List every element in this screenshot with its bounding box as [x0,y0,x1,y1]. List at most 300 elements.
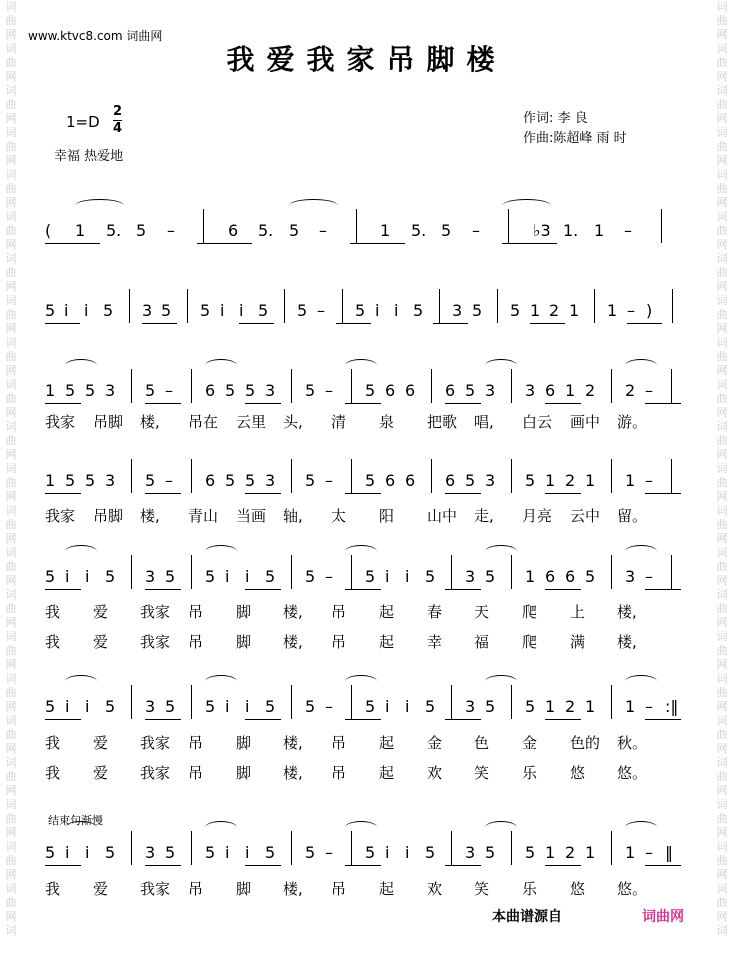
lyric-line [45,732,695,752]
note: 6 [205,381,216,400]
bar-line [611,555,612,589]
watermark-char: 曲 [5,434,17,447]
lyric-word: 天 [474,603,490,621]
time-signature [113,104,122,137]
lyric-word: 吊 [188,764,204,782]
note: 2 [565,843,576,862]
bar-line [351,459,352,493]
note: i [394,301,399,320]
note: 5 [258,301,269,320]
lyric-word: 吊 [331,880,347,898]
notation-row [45,301,695,333]
site-url[interactable]: www.ktvc8.com 词曲网 [28,29,163,43]
bar-line [187,289,188,323]
lyric-word: 楼, [283,764,303,782]
watermark-char: 网 [716,532,728,545]
bar-line [431,459,432,493]
watermark-char: 词 [716,714,728,727]
lyric-word: 悠。 [617,764,648,782]
watermark-char: 曲 [5,854,17,867]
watermark-char: 词 [5,336,17,349]
watermark-char: 网 [5,826,17,839]
lyric-line [45,411,695,431]
note: 5 [205,567,216,586]
lyric-word: 爬 [522,633,538,651]
beam-underline [445,589,481,590]
note: 5 [265,567,276,586]
lyric-word: 阳 [379,507,395,525]
lyric-word: 爬 [522,603,538,621]
beam-underline [239,323,274,324]
note: 5. [106,221,122,240]
note: 5 [425,567,436,586]
lyric-word: 起 [379,633,395,651]
bar-line [511,555,512,589]
note: 1 [625,843,636,862]
lyric-word: 吊 [188,603,204,621]
note: 5 [45,567,56,586]
watermark-char: 词 [716,336,728,349]
lyric-word: 我家 [140,734,171,752]
watermark-char: 曲 [5,896,17,909]
note: 3 [142,301,153,320]
source-footer: 本曲谱源自 [492,909,562,925]
note: 6 [545,381,556,400]
watermark-char: 曲 [5,644,17,657]
watermark-char: 曲 [5,98,17,111]
bar-line [291,831,292,865]
note: 5 [45,301,56,320]
beam-underline [142,323,177,324]
lyric-word: 我家 [140,603,171,621]
note: 6 [385,471,396,490]
note: 5 [265,697,276,716]
watermark-char: 网 [716,112,728,125]
watermark-char: 词 [5,252,17,265]
watermark-char: 词 [716,0,728,13]
watermark-char: 网 [716,448,728,461]
watermark-char: 网 [716,406,728,419]
bar-line [131,369,132,403]
lyric-word: 楼, [283,603,303,621]
notation-row [45,381,695,413]
lyric-word: 起 [379,734,395,752]
slur-arc [485,545,517,558]
note: i [405,567,410,586]
note: 5 [525,843,536,862]
watermark-char: 词 [5,546,17,559]
watermark-char: 曲 [5,14,17,27]
lyric-word: 我家 [45,413,76,431]
watermark-char: 曲 [5,560,17,573]
slur-arc [65,359,97,372]
note: ♭3 [533,221,551,240]
note: 3 [452,301,463,320]
note: 5 [200,301,211,320]
watermark-char: 词 [716,42,728,55]
beam-underline [336,323,371,324]
note: 5 [45,843,56,862]
watermark-char: 曲 [716,518,728,531]
watermark-char: 曲 [5,266,17,279]
slur-arc [205,359,237,372]
note: i [405,697,410,716]
note: 5 [585,567,596,586]
note: 5 [289,221,300,240]
bar-line [342,289,343,323]
watermark-char: 网 [716,154,728,167]
watermark-char: 词 [5,630,17,643]
note: 3 [145,697,156,716]
note: 1. [563,221,579,240]
note: 1 [545,843,556,862]
watermark-char: 网 [716,238,728,251]
watermark-char: 网 [5,70,17,83]
beam-underline [345,589,381,590]
note: 1 [545,471,556,490]
beam-underline [545,493,581,494]
watermark-char: 词 [5,84,17,97]
note: 5 [145,381,156,400]
lyric-word: 吊 [331,633,347,651]
note: 5 [225,471,236,490]
note: 5 [472,301,483,320]
note: 1 [525,567,536,586]
slur-arc [625,359,657,372]
note: 5 [65,471,76,490]
beam-underline [345,493,381,494]
note: 5 [425,843,436,862]
note: – [317,301,325,320]
lyric-word: 吊脚 [93,413,124,431]
note: 5 [105,843,116,862]
lyric-word: 楼, [140,507,160,525]
note: 5 [355,301,366,320]
lyric-word: 我 [45,880,61,898]
lyric-word: 上 [570,603,586,621]
lyric-word: 吊 [331,734,347,752]
composer-credit: 作曲:陈超峰 雨 时 [523,131,627,146]
lyric-word: 我家 [140,633,171,651]
watermark-char: 曲 [716,602,728,615]
note: 5 [305,843,316,862]
note: 3 [265,471,276,490]
watermark-char: 网 [5,28,17,41]
note: 6 [228,221,239,240]
watermark-char: 网 [716,826,728,839]
note: ( [45,221,52,240]
watermark-char: 曲 [716,728,728,741]
note: i [225,843,230,862]
watermark-char: 词 [716,126,728,139]
lyric-word: 我家 [140,764,171,782]
lyric-word: 我家 [140,880,171,898]
watermark-char: 词 [716,504,728,517]
bar-line [611,369,612,403]
beam-underline [530,323,565,324]
watermark-char: 网 [5,448,17,461]
beam-underline [45,403,81,404]
lyric-word: 唱, [474,413,494,431]
note: 5 [465,471,476,490]
bar-line [284,289,285,323]
watermark-char: 网 [5,868,17,881]
lyric-word: 楼, [617,633,637,651]
lyric-word: 悠。 [617,880,648,898]
lyric-word: 泉 [379,413,395,431]
watermark-char: 曲 [716,98,728,111]
lyric-word: 清 [331,413,347,431]
lyric-word: 我家 [45,507,76,525]
lyric-word: 悠 [570,764,586,782]
watermark-char: 曲 [5,56,17,69]
bar-line [131,555,132,589]
note: 6 [385,381,396,400]
note: 5 [305,567,316,586]
note: i [85,567,90,586]
bar-line [611,459,612,493]
lyric-word: 悠 [570,880,586,898]
watermark-char: 曲 [716,644,728,657]
note: – [645,697,653,716]
note: 3 [465,567,476,586]
watermark-char: 曲 [716,56,728,69]
slur-arc [345,359,377,372]
lyric-word: 脚 [236,633,252,651]
lyric-word: 欢 [427,880,443,898]
note: 5 [365,697,376,716]
bar-line [291,685,292,719]
slur-arc [345,545,377,558]
watermark-char: 曲 [716,140,728,153]
note: – [645,843,653,862]
watermark-char: 词 [5,840,17,853]
watermark-char: 网 [716,574,728,587]
note: – [645,381,653,400]
lyric-word: 起 [379,764,395,782]
note: 6 [405,471,416,490]
lyric-word: 福 [474,633,490,651]
watermark-char: 曲 [5,392,17,405]
note: i [385,567,390,586]
watermark-char: 曲 [716,686,728,699]
slur-arc [65,675,97,688]
watermark-char: 词 [716,588,728,601]
notation-row [45,697,695,729]
lyric-word: 起 [379,603,395,621]
beam-underline [445,403,481,404]
note: 1 [565,381,576,400]
lyric-word: 吊 [331,764,347,782]
note: i [385,843,390,862]
watermark-char: 网 [5,154,17,167]
watermark-char: 词 [5,0,17,13]
bar-line [508,209,509,243]
slur-arc [625,675,657,688]
lyric-line [45,505,695,525]
lyric-word: 山中 [427,507,458,525]
beam-underline [645,403,681,404]
beam-underline [45,493,81,494]
note: 5 [485,697,496,716]
watermark-char: 词 [5,798,17,811]
note: – [645,471,653,490]
watermark-char: 网 [716,70,728,83]
lyric-word: 乐 [522,880,538,898]
watermark-char: 词 [5,714,17,727]
watermark-char: 词 [716,294,728,307]
watermark-char: 词 [5,588,17,601]
note: ) [646,301,653,320]
note: 3 [105,471,116,490]
note: i [85,843,90,862]
note: 5 [245,381,256,400]
note: i [385,697,390,716]
lyric-word: 走, [474,507,494,525]
note: 2 [585,381,596,400]
slur-arc [345,821,377,834]
lyric-word: 乐 [522,764,538,782]
lyric-word: 吊 [188,734,204,752]
watermark-char: 网 [716,784,728,797]
watermark-char: 词 [716,252,728,265]
beam-underline [627,323,662,324]
note: 2 [549,301,560,320]
lyric-word: 吊在 [188,413,219,431]
lyric-word: 楼, [140,413,160,431]
note: 3 [485,471,496,490]
lyric-word: 画中 [570,413,601,431]
beam-underline [145,493,181,494]
lyric-line [45,878,695,898]
note: 5 [265,843,276,862]
note: – [319,221,327,240]
lyric-word: 吊脚 [93,507,124,525]
note: 5 [413,301,424,320]
note: 6 [545,567,556,586]
watermark-char: 词 [5,168,17,181]
bar-line [356,209,357,243]
note: ‖ [665,843,673,862]
watermark-char: 词 [5,294,17,307]
watermark-char: 词 [5,378,17,391]
notation-row [45,567,695,599]
note: 5 [105,567,116,586]
watermark-char: 网 [5,700,17,713]
watermark-char: 曲 [716,224,728,237]
note: 1 [607,301,618,320]
note: 1 [625,697,636,716]
bar-line [131,831,132,865]
lyric-word: 爱 [93,880,109,898]
beam-underline [345,403,381,404]
note: – [624,221,632,240]
key-signature: 1=D [66,113,100,131]
watermark-char: 网 [716,196,728,209]
lyric-word: 把歌 [427,413,458,431]
slur-arc [625,545,657,558]
note: 5 [225,381,236,400]
bar-line [511,831,512,865]
time-top: 2 [113,104,123,119]
note: 3 [145,843,156,862]
beam-underline [545,865,581,866]
beam-underline [445,719,481,720]
bar-line [671,459,672,493]
bar-line [511,685,512,719]
beam-underline [145,865,181,866]
watermark-char: 词 [5,42,17,55]
watermark-char: 网 [716,280,728,293]
bar-line [611,685,612,719]
note: – [167,221,175,240]
note: – [325,843,333,862]
watermark-char: 词 [716,798,728,811]
note: 1 [45,381,56,400]
note: 5 [485,567,496,586]
watermark-char: 词 [5,882,17,895]
lyric-word: 满 [570,633,586,651]
watermark-char: 网 [5,364,17,377]
watermark-char: 词 [716,882,728,895]
notation-row [45,221,695,253]
lyric-word: 楼, [283,633,303,651]
lyric-word: 脚 [236,603,252,621]
watermark-char: 网 [5,784,17,797]
note: i [405,843,410,862]
lyric-word: 青山 [188,507,219,525]
watermark-char: 词 [5,126,17,139]
lyric-line [45,601,695,621]
note: 1 [45,471,56,490]
note: i [375,301,380,320]
note: 1 [585,697,596,716]
footer-logo[interactable]: 词曲网 [642,909,684,925]
beam-underline [645,589,681,590]
lyric-word: 脚 [236,764,252,782]
beam-underline [502,243,557,244]
slur-arc [485,359,517,372]
watermark-char: 曲 [5,350,17,363]
watermark-char: 网 [716,322,728,335]
note: i [220,301,225,320]
note: 5 [45,697,56,716]
bar-line [672,289,673,323]
note: 5 [165,697,176,716]
note: 3 [465,697,476,716]
note: i [65,697,70,716]
watermark-char: 词 [716,420,728,433]
note: 3 [465,843,476,862]
beam-underline [45,719,81,720]
watermark-char: 词 [716,168,728,181]
note: 5 [105,697,116,716]
bar-line [439,289,440,323]
note: 3 [485,381,496,400]
beam-underline [345,719,381,720]
slur-arc [502,199,551,212]
watermark-char: 词 [5,756,17,769]
note: i [84,301,89,320]
note: i [239,301,244,320]
watermark-char: 网 [5,322,17,335]
lyric-word: 爱 [93,633,109,651]
song-title: 我爱我家吊脚楼 [226,43,507,76]
slur-arc [205,545,237,558]
bar-line [451,831,452,865]
note: 2 [565,471,576,490]
watermark-char: 词 [5,672,17,685]
